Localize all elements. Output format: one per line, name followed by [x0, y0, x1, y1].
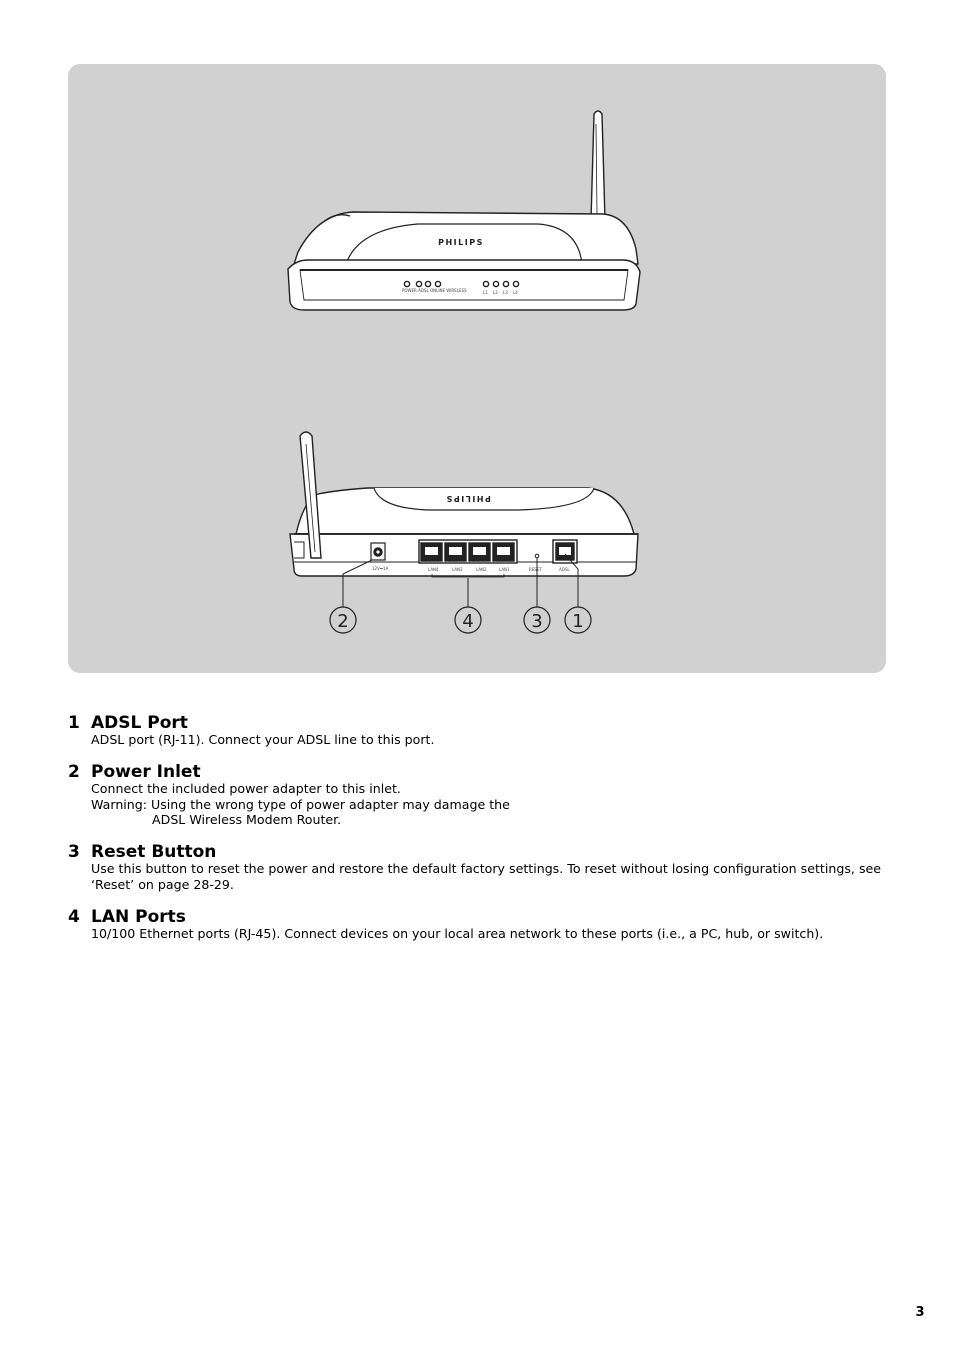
router-back-view [290, 432, 638, 577]
front-lan-label: L1 [483, 290, 488, 295]
section-line: Use this button to reset the power and restore the default factory settings. To reset without losing configuration settings, see ‘Reset’ on page 28-29. [91, 861, 881, 892]
callout-number: 4 [462, 611, 474, 632]
reset-label: RESET [529, 567, 542, 572]
section-number: 4 [68, 907, 80, 927]
section-line: Warning: Using the wrong type of power adapter may damage the [91, 796, 510, 812]
section-body [91, 732, 881, 748]
router-illustration-panel [68, 64, 886, 673]
front-lan-label: L2 [493, 290, 498, 295]
lan-port-label: LAN1 [499, 567, 510, 572]
callout-number: 2 [337, 611, 349, 632]
lan-port-label: LAN3 [452, 567, 463, 572]
section-number: 1 [68, 713, 80, 733]
section-body [91, 926, 881, 942]
router-front-view [288, 111, 640, 310]
front-led-labels: POWER ADSL ONLINE WIRELESS [402, 288, 467, 293]
back-brand-logo-mirrored: PHILIPS [445, 494, 491, 503]
section-line: ADSL port (RJ-11). Connect your ADSL line to this port. [91, 732, 435, 747]
section-line: Connect the included power adapter to this inlet. [91, 781, 401, 796]
callout-number: 3 [531, 611, 543, 632]
adsl-port-label: ADSL [559, 567, 570, 572]
section-body [91, 781, 881, 828]
section-title: Power Inlet [91, 762, 201, 782]
section-body [91, 861, 881, 892]
section-number: 2 [68, 762, 80, 782]
section-title: Reset Button [91, 842, 217, 862]
front-lan-label: L3 [503, 290, 508, 295]
front-brand-logo: PHILIPS [438, 238, 484, 247]
front-lan-label: L4 [513, 290, 518, 295]
callout-number: 1 [572, 611, 584, 632]
section-title: LAN Ports [91, 907, 186, 927]
lan-port-label: LAN4 [428, 567, 439, 572]
section-line: 10/100 Ethernet ports (RJ-45). Connect devices on your local area network to these ports (i.e., a PC, hub, or switch). [91, 926, 824, 941]
power-port-label: 12V⎓1A [372, 566, 389, 571]
section-title: ADSL Port [91, 713, 188, 733]
section-line: ADSL Wireless Modem Router. [152, 812, 342, 827]
router-illustration [68, 64, 886, 673]
section-number: 3 [68, 842, 80, 862]
page-number: 3 [915, 1305, 925, 1320]
lan-port-label: LAN2 [476, 567, 487, 572]
